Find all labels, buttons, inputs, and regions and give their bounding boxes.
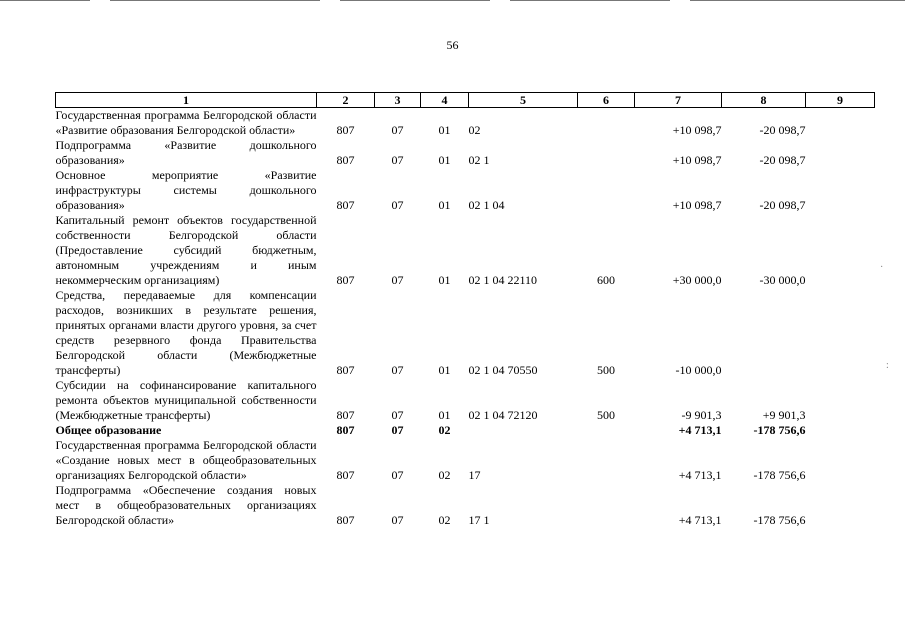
col6-cell bbox=[578, 168, 635, 213]
col4-cell: 01 bbox=[438, 363, 451, 377]
col2-cell: 807 bbox=[336, 273, 355, 287]
col8-cell: -178 756,6 bbox=[753, 468, 806, 482]
col5-cell: 02 1 04 72120 bbox=[468, 408, 538, 422]
col5-cell: 02 1 bbox=[468, 153, 490, 167]
col6-cell: 500 bbox=[597, 363, 615, 377]
col8-cell bbox=[722, 288, 806, 378]
col5-cell bbox=[469, 423, 578, 438]
col6-cell: 600 bbox=[597, 273, 615, 287]
table-row bbox=[56, 483, 875, 528]
table-row bbox=[56, 138, 875, 168]
col6-cell: 500 bbox=[597, 408, 615, 422]
col7-cell: +30 000,0 bbox=[672, 273, 722, 287]
header-cell-1: 1 bbox=[56, 93, 317, 108]
col9-cell bbox=[806, 213, 875, 288]
row-description: Капитальный ремонт объектов государственной собственности Белгородской области (Предоставление субсидий бюджетным, автономным учреждениям и иным некоммерческим организациям) bbox=[55, 213, 317, 287]
col5-cell: 17 bbox=[468, 468, 481, 482]
col6-cell bbox=[578, 108, 635, 139]
col2-cell: 807 bbox=[336, 363, 355, 377]
header-cell-3: 3 bbox=[375, 93, 421, 108]
col7-cell: +4 713,1 bbox=[678, 423, 722, 437]
col6-cell bbox=[578, 438, 635, 483]
col2-cell: 807 bbox=[336, 423, 355, 437]
col5-cell: 02 1 04 70550 bbox=[468, 363, 538, 377]
margin-mark: : bbox=[886, 360, 889, 371]
header-cell-9: 9 bbox=[806, 93, 875, 108]
row-description: Государственная программа Белгородской области «Развитие образования Белгородской области» bbox=[55, 108, 317, 137]
table-row bbox=[56, 423, 875, 438]
header-cell-2: 2 bbox=[317, 93, 375, 108]
col9-cell bbox=[806, 108, 875, 139]
col8-cell: -178 756,6 bbox=[753, 423, 806, 437]
col4-cell: 02 bbox=[438, 423, 451, 437]
col7-cell: +10 098,7 bbox=[672, 153, 722, 167]
col8-cell: -30 000,0 bbox=[759, 273, 806, 287]
col2-cell: 807 bbox=[336, 408, 355, 422]
header-cell-4: 4 bbox=[421, 93, 469, 108]
col3-cell: 07 bbox=[391, 513, 404, 527]
col9-cell bbox=[806, 483, 875, 528]
col7-cell: +4 713,1 bbox=[678, 513, 722, 527]
row-description: Основное мероприятие «Развитие инфраструктуры системы дошкольного образования» bbox=[55, 168, 317, 212]
col4-cell: 02 bbox=[438, 468, 451, 482]
col6-cell bbox=[578, 138, 635, 168]
col7-cell: -10 000,0 bbox=[675, 363, 722, 377]
col7-cell: +10 098,7 bbox=[672, 198, 722, 212]
col5-cell: 02 1 04 22110 bbox=[468, 273, 538, 287]
col6-cell bbox=[578, 483, 635, 528]
col6-cell bbox=[578, 423, 635, 438]
table-row bbox=[56, 108, 875, 139]
col9-cell bbox=[806, 423, 875, 438]
table-row bbox=[56, 213, 875, 288]
col8-cell: -178 756,6 bbox=[753, 513, 806, 527]
header-cell-8: 8 bbox=[722, 93, 806, 108]
row-description: Средства, передаваемые для компенсации расходов, возникших в результате решения, принятых органами власти другого уровня, за счет средств резервного фонда Правительства Белгородской области (Межбюджетные трансферты) bbox=[55, 288, 317, 377]
col7-cell: +10 098,7 bbox=[672, 123, 722, 137]
margin-mark: · bbox=[880, 262, 884, 273]
col8-cell: -20 098,7 bbox=[759, 198, 806, 212]
col3-cell: 07 bbox=[391, 423, 404, 437]
col4-cell: 01 bbox=[438, 198, 451, 212]
header-cell-7: 7 bbox=[635, 93, 722, 108]
row-description: Государственная программа Белгородской области «Создание новых мест в общеобразовательных организациях Белгородской области» bbox=[55, 438, 317, 482]
col9-cell bbox=[806, 378, 875, 423]
col4-cell: 01 bbox=[438, 123, 451, 137]
col9-cell bbox=[806, 138, 875, 168]
col4-cell: 01 bbox=[438, 273, 451, 287]
col4-cell: 02 bbox=[438, 513, 451, 527]
col9-cell bbox=[806, 288, 875, 378]
col4-cell: 01 bbox=[438, 153, 451, 167]
top-edge-lines bbox=[0, 0, 905, 3]
col9-cell bbox=[806, 168, 875, 213]
col2-cell: 807 bbox=[336, 513, 355, 527]
col9-cell bbox=[806, 438, 875, 483]
row-description: Субсидии на софинансирование капитального ремонта объектов муниципальной собственности (Межбюджетные трансферты) bbox=[55, 378, 317, 422]
header-cell-5: 5 bbox=[469, 93, 578, 108]
col3-cell: 07 bbox=[391, 468, 404, 482]
col8-cell: -20 098,7 bbox=[759, 123, 806, 137]
page-number: 56 bbox=[446, 38, 459, 52]
col3-cell: 07 bbox=[391, 408, 404, 422]
header-cell-6: 6 bbox=[578, 93, 635, 108]
row-description: Общее образование bbox=[55, 423, 162, 437]
col3-cell: 07 bbox=[391, 363, 404, 377]
col3-cell: 07 bbox=[391, 123, 404, 137]
col2-cell: 807 bbox=[336, 153, 355, 167]
col3-cell: 07 bbox=[391, 273, 404, 287]
col5-cell: 02 1 04 bbox=[468, 198, 505, 212]
col5-cell: 02 bbox=[468, 123, 481, 137]
row-description: Подпрограмма «Развитие дошкольного образования» bbox=[55, 138, 317, 167]
col2-cell: 807 bbox=[336, 468, 355, 482]
col3-cell: 07 bbox=[391, 198, 404, 212]
header-row bbox=[56, 93, 875, 108]
col5-cell: 17 1 bbox=[468, 513, 490, 527]
col8-cell: -20 098,7 bbox=[759, 153, 806, 167]
col2-cell: 807 bbox=[336, 198, 355, 212]
table-row bbox=[56, 168, 875, 213]
col4-cell: 01 bbox=[438, 408, 451, 422]
table-row bbox=[56, 288, 875, 378]
row-description: Подпрограмма «Обеспечение создания новых мест в общеобразовательных организациях Белгородской области» bbox=[55, 483, 317, 527]
col7-cell: +4 713,1 bbox=[678, 468, 722, 482]
col3-cell: 07 bbox=[391, 153, 404, 167]
col7-cell: -9 901,3 bbox=[681, 408, 722, 422]
table-row bbox=[56, 378, 875, 423]
col2-cell: 807 bbox=[336, 123, 355, 137]
table-body bbox=[56, 108, 875, 529]
col8-cell: +9 901,3 bbox=[762, 408, 806, 422]
budget-table bbox=[55, 92, 875, 528]
table-row bbox=[56, 438, 875, 483]
